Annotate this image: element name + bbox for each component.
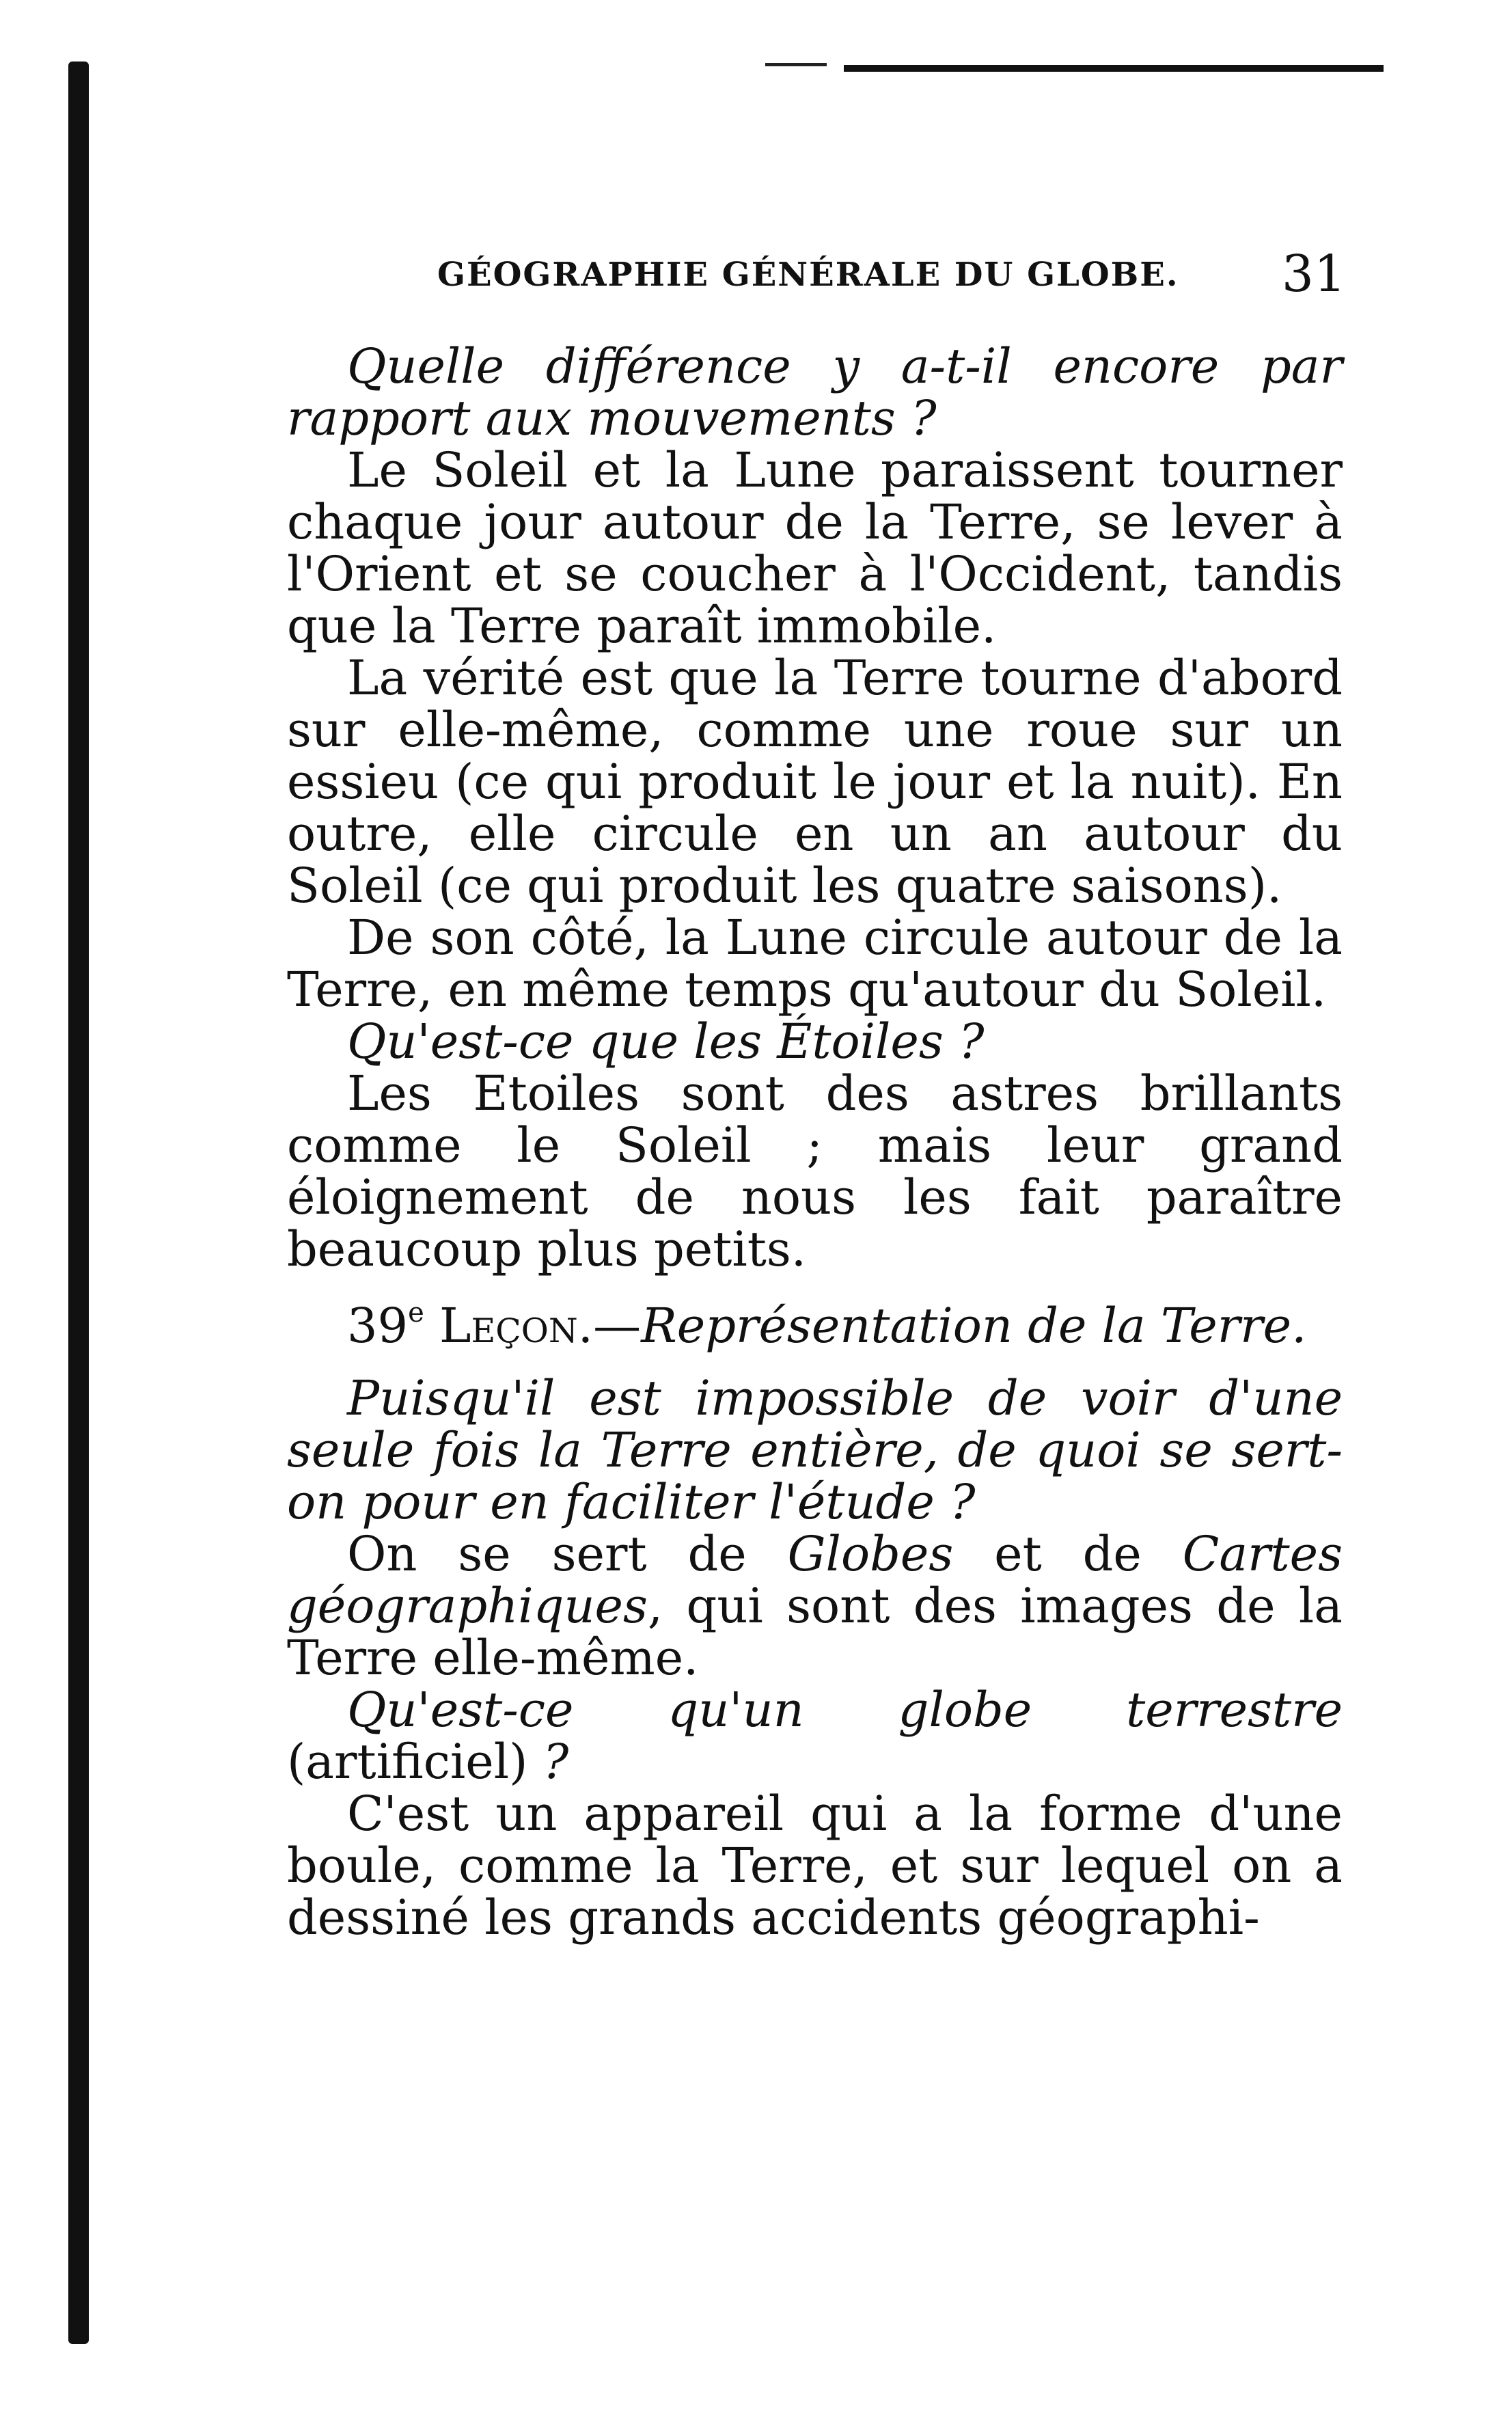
question-paragraph: Quelle différence y a-t-il encore par rapport aux mouvements ?: [287, 338, 1343, 446]
answer-paragraph: La vérité est que la Terre tourne d'abord sur elle-même, comme une roue sur un essieu (ce qui produit le jour et la nuit). En outre, elle circule en un an autour du Soleil (ce qui produit les quatre saisons).: [287, 650, 1343, 914]
answer-paragraph: C'est un appareil qui a la forme d'une boule, comme la Terre, et sur lequel on a dessiné les grands accidents géographi-: [287, 1786, 1343, 1946]
page-header: [437, 245, 1346, 303]
running-title: GÉOGRAPHIE GÉNÉRALE DU GLOBE.: [437, 256, 1179, 294]
book-spine-edge: [68, 62, 89, 2344]
question-paragraph: Puisqu'il est impossible de voir d'une seule fois la Terre entière, de quoi se sert-on pour en faciliter l'étude ?: [287, 1370, 1343, 1530]
top-rule: [844, 65, 1384, 72]
lesson-title: Représentation de la Terre.: [641, 1298, 1307, 1354]
lesson-ordinal: e: [408, 1297, 424, 1328]
question-mark: ?: [542, 1734, 569, 1790]
question-text: Qu'est-ce qu'un globe terrestre: [347, 1682, 1343, 1738]
lesson-word: Leçon.: [439, 1298, 594, 1354]
answer-paragraph: Les Etoiles sont des astres brillants comme le Soleil ; mais leur grand éloignement de nous les fait paraître beaucoup plus petits.: [287, 1065, 1343, 1277]
answer-paragraph: De son côté, la Lune circule autour de la Terre, en même temps qu'autour du Soleil.: [287, 910, 1343, 1018]
question-paragraph: [287, 1684, 1343, 1788]
emphasis-globes: Globes: [787, 1526, 954, 1582]
top-rule-fragment: [765, 63, 827, 66]
emphasis-cartes: Cartes géographiques: [287, 1526, 1343, 1634]
answer-text: , qui sont des images de la Terre elle-même.: [287, 1578, 1343, 1686]
question-parenthetical: (artificiel): [287, 1734, 543, 1790]
answer-paragraph: [287, 1528, 1343, 1684]
page-body: [287, 340, 1343, 1944]
answer-paragraph: Le Soleil et la Lune paraissent tourner chaque jour autour de la Terre, se lever à l'Orient et se coucher à l'Occident, tandis que la Terre paraît immobile.: [287, 442, 1343, 654]
lesson-dash: —: [593, 1298, 642, 1354]
lesson-heading: [287, 1297, 1343, 1354]
answer-text: et de: [953, 1526, 1183, 1582]
lesson-number: 39: [347, 1298, 409, 1354]
page-number: 31: [1281, 245, 1346, 303]
question-paragraph: Qu'est-ce que les Étoiles ?: [347, 1013, 985, 1069]
answer-text: On se sert de: [347, 1526, 788, 1582]
